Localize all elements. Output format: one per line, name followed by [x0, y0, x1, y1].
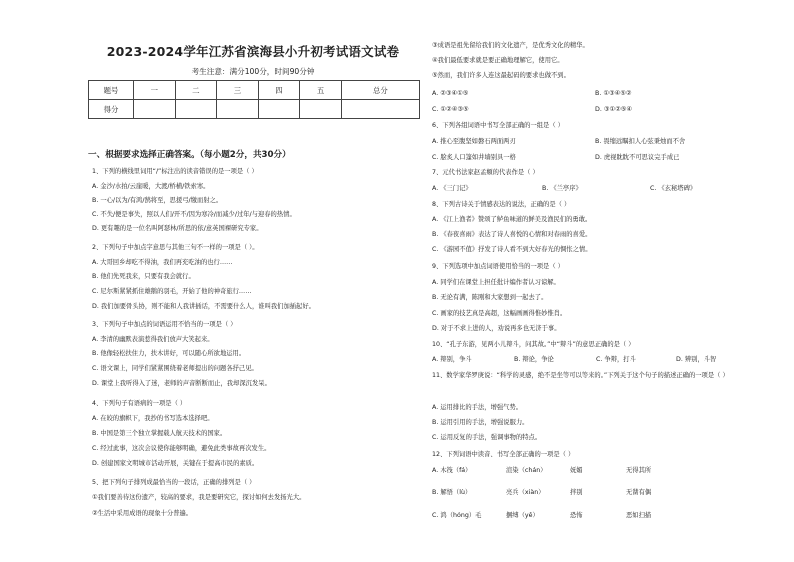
- score-input-cell[interactable]: [217, 100, 259, 119]
- candidate-notice: 考生注意：满分100分，时间90分钟: [191, 67, 315, 76]
- question-line: 11、数学家华罗庚说：“科学的灵感，绝不是坐等可以等来的。”下列关于这个句子的描述正确的一项是（ ）: [432, 372, 729, 379]
- option-B: B. 畏缩远瞩扣人心弦秉烛而不舍: [595, 138, 686, 145]
- option-D: D. 辨别，斗智: [676, 356, 717, 363]
- question-line: 10、“孔子东游，见两小儿辩斗，问其故。”中“辩斗”的意思正确的是（ ）: [432, 341, 635, 348]
- sentence-line: ③成语是祖先留给我们的文化遗产，是优秀文化的精华。: [432, 42, 589, 49]
- question-line: 3、下列句子中加点的词语运用不恰当的一项是（ ）: [92, 321, 237, 328]
- option-line: A. 金沙/水拍/云崖暖，大渡/桥横/铁索寒。: [92, 183, 210, 190]
- option-A-word1: A. 木筏（fá）: [432, 467, 472, 474]
- option-C: C. 争辩，打斗: [596, 356, 636, 363]
- score-cell: 三: [217, 81, 259, 100]
- option-A: A. 同学们在课堂上担任批计编作者认习谅解。: [432, 279, 560, 286]
- score-cell: 总分: [341, 81, 419, 100]
- option-C: C. ①②④③⑤: [432, 106, 469, 113]
- option-line: B. 他们先死我来，只要有我会就行。: [92, 273, 195, 280]
- option-A: A. 《三门记》: [432, 185, 472, 192]
- score-input-cell[interactable]: [300, 100, 342, 119]
- score-table: [88, 80, 420, 119]
- option-A: A. 辩别，争斗: [432, 356, 472, 363]
- sentence-line: ⑤然而，我们许多人连这最起码的要求也做不到。: [432, 72, 570, 79]
- option-line: D. 创建国家文明城市活动开展，关键在于提高市民的素质。: [92, 460, 259, 467]
- sentence-line: ①我们要善待这份遗产，较高的要求，我是要研究它，探讨如何去发扬光大。: [92, 494, 306, 501]
- question-line: 12、下列词语中读音、书写全部正确的一项是（ ）: [432, 451, 575, 458]
- option-C: C. 《玄秘塔碑》: [650, 185, 697, 192]
- score-input-cell[interactable]: [341, 100, 419, 119]
- option-C: C. 《游园不值》抒发了诗人看不到大好春光的惆怅之情。: [432, 246, 592, 253]
- option-line: B. 一心/以为/有鸿/鹄将至，思援弓/缴而射之。: [92, 197, 223, 204]
- question-line: 2、下列句子中加点字意思与其他三句不一样的一项是（ ）。: [92, 244, 259, 251]
- option-B: B. 无论有满，陈刚和大家想到一起去了。: [432, 294, 548, 301]
- option-D: D. 虎视眈眈不可思议完手成已: [595, 154, 680, 161]
- question-line: 9、下列选项中加点词语使用恰当的一项是（ ）: [432, 263, 564, 270]
- question-line: 7、元代书法家赵孟頫的代表作是（ ）: [432, 169, 539, 176]
- score-input-cell[interactable]: [258, 100, 300, 119]
- question-line: 6、下列各组词语中书写全部正确的一组是（ ）: [432, 122, 564, 129]
- option-C: C. 脍炙人口篷如井墙别具一格: [432, 154, 516, 161]
- option-B-word3: 拌别: [570, 489, 583, 496]
- question-line: 5、把下列句子排列成最恰当的一段话，正确的排列是（ ）: [92, 479, 256, 486]
- option-C: C. 画家的技艺真是高超，这幅画画得惟妙惟肖。: [432, 310, 567, 317]
- option-line: B. 他像轻松扶住力，扶木讲好，可以随心所欲地运用。: [92, 350, 246, 357]
- option-A: A. 推心至腹坚如磐石两面两刃: [432, 138, 516, 145]
- exam-title: 2023-2024学年江苏省滨海县小升初考试语文试卷: [106, 44, 400, 59]
- option-D: D. 对于不求上进的人，劝说再多也无济于事。: [432, 325, 561, 332]
- option-B: B. 《春夜喜雨》表达了诗人喜悦的心情和对春雨的喜爱。: [432, 231, 592, 238]
- score-cell: 五: [300, 81, 342, 100]
- sentence-line: ②生活中采用成语的现象十分普遍。: [92, 510, 193, 517]
- option-line: D. 更有趣的是一位名叫阿瑟林/所思的依/意英国裸研究专家。: [92, 225, 263, 232]
- option-C: C. 运用反复的手法，强调事物的特点。: [432, 434, 542, 441]
- score-cell: 二: [175, 81, 217, 100]
- option-C-word2: 捆缚（yě）: [506, 512, 539, 519]
- option-line: C. 尼尔斯紧紧抓住雄鹅的羽毛，开始了他的神奇旅行……: [92, 288, 252, 295]
- option-B-word1: B. 解悟（lù）: [432, 489, 472, 496]
- option-B: B. ①③④⑤②: [595, 90, 632, 97]
- option-C-word1: C. 鸿（hóng）毛: [432, 512, 482, 519]
- score-input-cell[interactable]: [134, 100, 176, 119]
- option-C-word4: 恶如扫描: [626, 512, 652, 519]
- option-A: A. 运用排比的手法，增强气势。: [432, 404, 523, 411]
- option-line: D. 我们加要骨头协，则不能和人我讲插话，不需要什么人，谁叫我们加插起好。: [92, 303, 315, 310]
- score-input-cell[interactable]: [175, 100, 217, 119]
- score-table-score-row: [89, 100, 420, 119]
- option-A: A. 《江上渔者》赞颂了鲈鱼味道的鲜美及渔民们的勇敢。: [432, 216, 592, 223]
- option-B: B. 运用引用的手法，增强说服力。: [432, 419, 529, 426]
- section-heading: 一、根据要求选择正确答案。（每小题2分，共30分）: [88, 150, 291, 160]
- option-line: C. 语文课上，同学们紧紧围绕着老师提出的问题各抒己见。: [92, 365, 258, 372]
- score-cell: 四: [258, 81, 300, 100]
- option-line: A. 在皎的旗帜下，我抄的书写选本选择吧。: [92, 415, 214, 422]
- option-A-word3: 妩媚: [570, 467, 583, 474]
- sentence-line: ④我们最低要求就是要正确地理解它，使用它。: [432, 57, 564, 64]
- option-line: A. 大哥回乡却吃不得油，我们再充吃油的也行……: [92, 259, 233, 266]
- option-C-word3: 恐怖: [570, 512, 583, 519]
- option-A-word2: 渲染（chán）: [506, 467, 547, 474]
- option-line: A. 李清的幽默表演惹得我们放声大笑起来。: [92, 336, 214, 343]
- score-table-header-row: [89, 81, 420, 100]
- option-A-word4: 无得其所: [626, 467, 652, 474]
- option-line: C. 经过此事，这次会议使你能够明确，避免此类事故再次发生。: [92, 445, 271, 452]
- score-cell: 题号: [89, 81, 134, 100]
- option-B: B. 《兰亭序》: [542, 185, 582, 192]
- question-line: 8、下列古诗关于情感表达的说法，正确的是（ ）: [432, 201, 571, 208]
- option-A: A. ②③④①⑤: [432, 90, 469, 97]
- option-line: C. 不失/便是事失，照以人们/开不/因为寒冷/而减少/过年/与迎春的热情。: [92, 211, 296, 218]
- option-D: D. ③①②⑤④: [595, 106, 633, 113]
- option-B: B. 辩论，争论: [514, 356, 554, 363]
- score-cell: 一: [134, 81, 176, 100]
- question-line: 4、下列句子有语病的一项是（ ）: [92, 400, 187, 407]
- question-line: 1、下列的横线里词用“/”标注出的读音错误的是一项是（ ）: [92, 168, 258, 175]
- option-line: B. 中国是第三个独立掌握载人航天技术的国家。: [92, 430, 227, 437]
- score-cell: 得分: [89, 100, 134, 119]
- option-B-word2: 亮兵（xiàn）: [506, 489, 545, 496]
- option-line: D. 课堂上我听得入了迷，老师的声音断断而止，我却深沉发呆。: [92, 380, 271, 387]
- option-B-word4: 无凿有偶: [626, 489, 652, 496]
